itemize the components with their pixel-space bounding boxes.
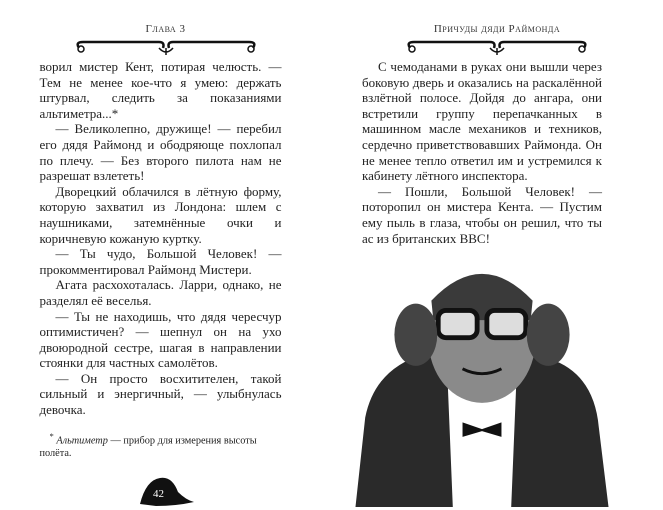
paragraph: Агата расхохоталась. Ларри, однако, не разделял её веселья. <box>39 277 282 308</box>
paragraph: С чемоданами в руках они вышли через боковую дверь и оказались на раскалённой взлётной полосе. Дойдя до ангара, они встретили группу перепачканных в машинном масле механиков и техников, сердечно приветствовавших Раймонда. Он не менее тепло ответил им и устремился к кабинету лётного инспектора. <box>362 59 602 184</box>
body-text <box>362 59 602 246</box>
running-head: Причуды дяди Раймонда <box>433 23 561 35</box>
footnote <box>40 430 282 460</box>
footnote-text: — прибор для измерения высоты полёта. <box>39 435 257 460</box>
body-text <box>40 59 282 418</box>
paragraph: — Великолепно, дружище! — перебил его дядя Раймонд и ободряюще похлопал по плечу. — Без второго пилота нам не разрешат взлететь! <box>39 121 282 184</box>
paragraph: ворил мистер Кент, потирая челюсть. — Тем не менее кое-что я умею: держать штурвал, следить за показаниями альтиметра...* <box>39 59 282 121</box>
footnote-mark: * <box>49 430 54 441</box>
paragraph: — Он просто восхитителен, такой сильный и энергичный, — улыбнулась девочка. <box>39 370 282 418</box>
left-page <box>0 0 331 510</box>
ornament-divider <box>402 38 592 56</box>
page-number-badge <box>136 470 196 510</box>
butler-illustration <box>352 252 612 507</box>
page-number: 42 <box>153 488 164 501</box>
paragraph: — Пошли, Большой Человек! — поторопил он мистера Кента. — Пустим ему пыль в глаза, чтобы он решил, что ты ас из британских ВВС! <box>362 183 602 246</box>
running-head: Глава 3 <box>145 23 186 35</box>
right-page <box>331 0 663 510</box>
paragraph: Дворецкий облачился в лётную форму, которую захватил из Лондона: шлем с наушниками, затемнённые очки и коричневую кожаную куртку. <box>39 183 282 246</box>
ornament-divider <box>71 38 261 56</box>
paragraph: — Ты чудо, Большой Человек! — прокомментировал Раймонд Мистери. <box>39 246 282 277</box>
footnote-term: Альтиметр <box>56 435 108 447</box>
paragraph: — Ты не находишь, что дядя чересчур оптимистичен? — шепнул он на ухо двоюродной сестре, шагая в направлении стоянки для частных самолётов. <box>39 308 282 371</box>
